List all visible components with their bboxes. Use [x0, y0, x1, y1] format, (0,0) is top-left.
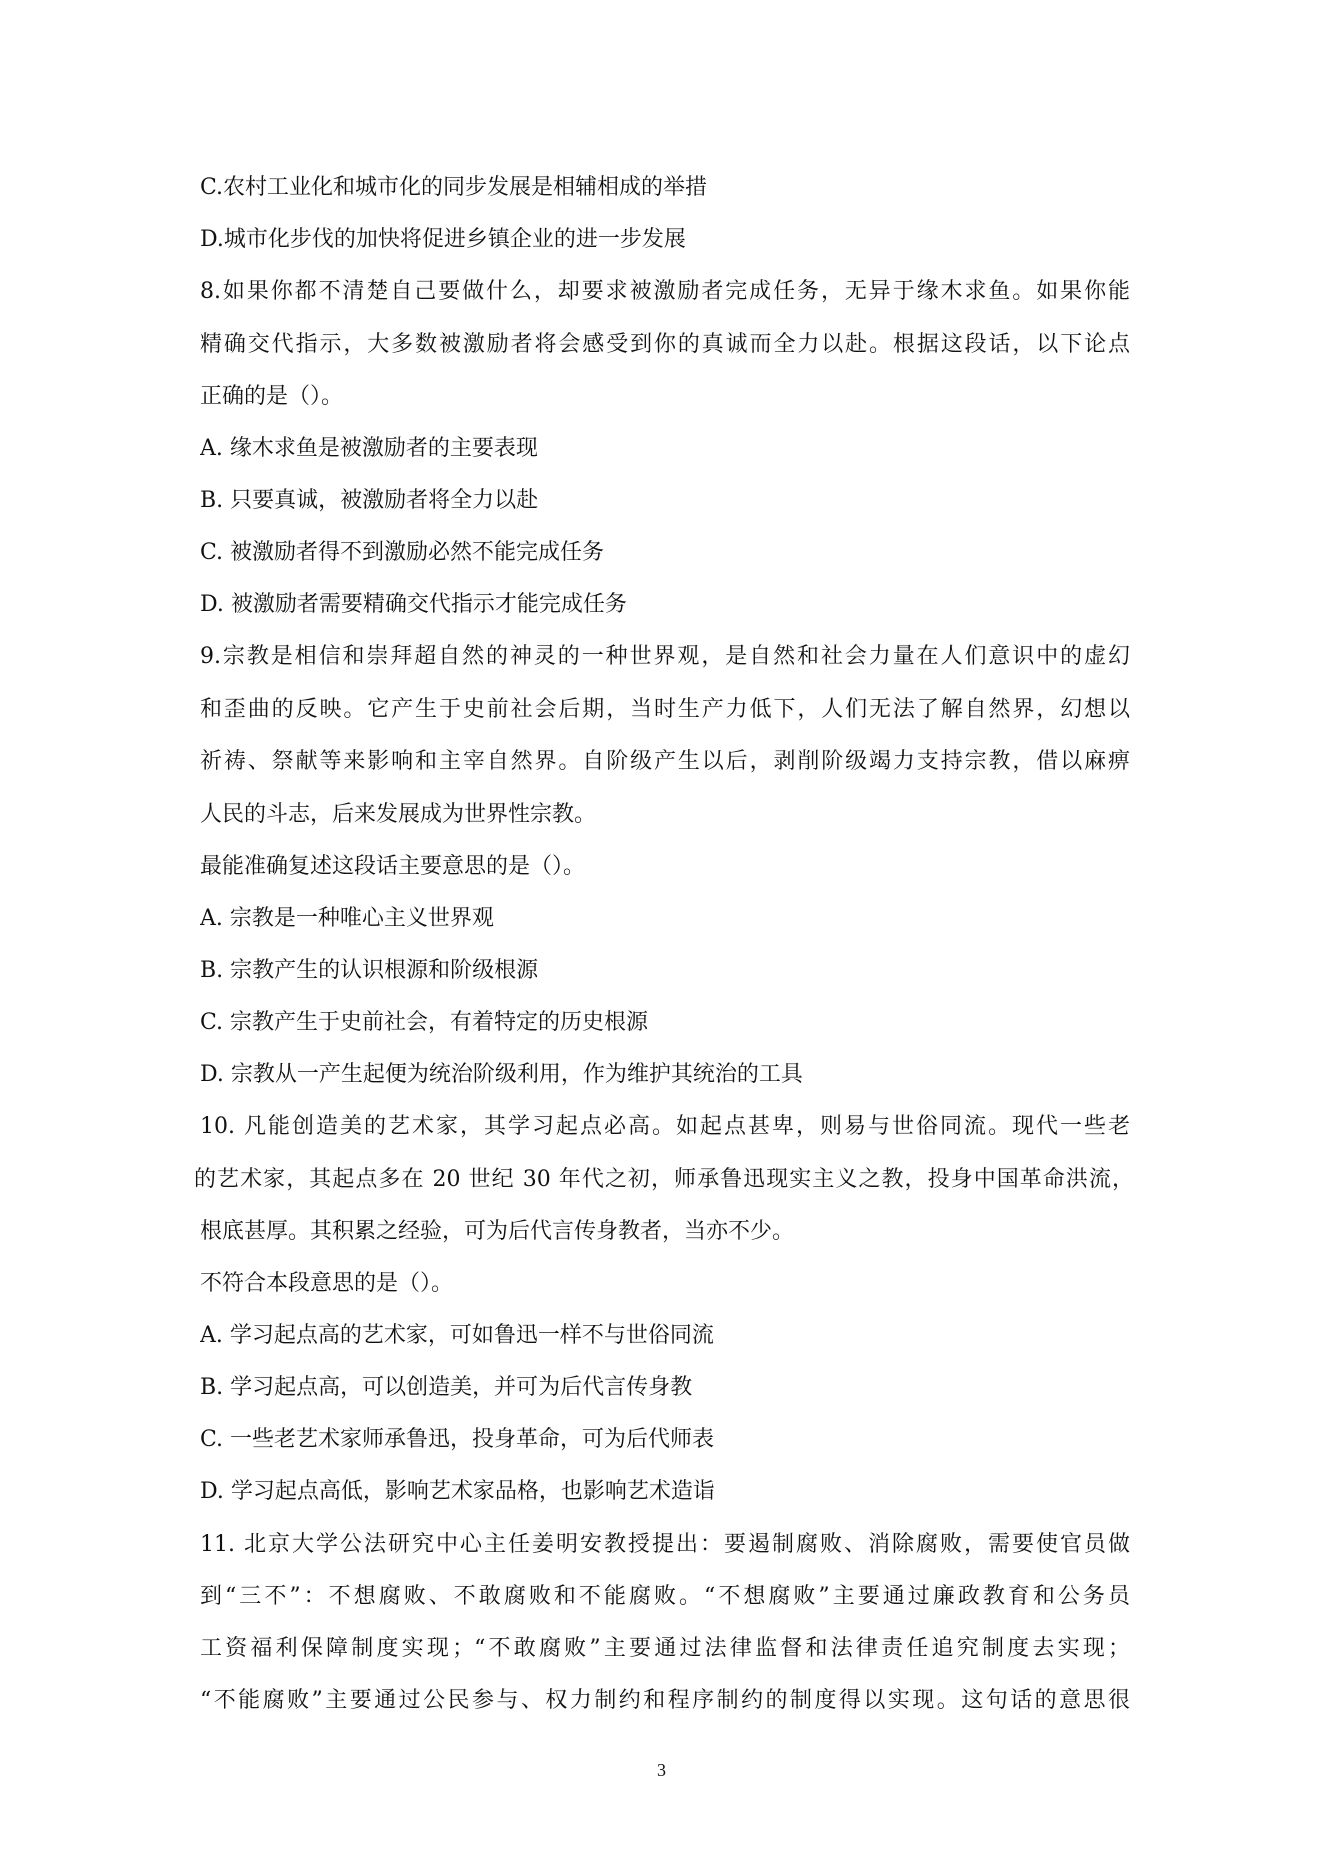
text-line: A. 学习起点高的艺术家，可如鲁迅一样不与世俗同流 [200, 1323, 714, 1348]
text-line: C.农村工业化和城市化的同步发展是相辅相成的举措 [200, 175, 708, 200]
text-line: B. 只要真诚，被激励者将全力以赴 [200, 488, 539, 513]
text-line: C. 一些老艺术家师承鲁迅，投身革命，可为后代师表 [200, 1427, 715, 1452]
text-line: 11. 北京大学公法研究中心主任姜明安教授提出：要遏制腐败、消除腐败，需要使官员做 [200, 1532, 1130, 1557]
text-line: 到“三不”：不想腐败、不敢腐败和不能腐败。“不想腐败”主要通过廉政教育和公务员 [200, 1584, 1130, 1609]
text-line: 9.宗教是相信和崇拜超自然的神灵的一种世界观，是自然和社会力量在人们意识中的虚幻 [200, 644, 1130, 669]
page-number: 3 [657, 1760, 666, 1780]
text-line: 人民的斗志，后来发展成为世界性宗教。 [200, 802, 597, 827]
text-line: C. 宗教产生于史前社会，有着特定的历史根源 [200, 1010, 649, 1035]
text-line: A. 缘木求鱼是被激励者的主要表现 [200, 436, 538, 461]
text-line: B. 学习起点高，可以创造美，并可为后代言传身教 [200, 1375, 693, 1400]
text-line: C. 被激励者得不到激励必然不能完成任务 [200, 540, 605, 565]
text-line: 工资福利保障制度实现；“不敢腐败”主要通过法律监督和法律责任追究制度去实现； [200, 1636, 1130, 1661]
text-line: 10. 凡能创造美的艺术家，其学习起点必高。如起点甚卑，则易与世俗同流。现代一些老 [200, 1114, 1130, 1139]
text-line: 最能准确复述这段话主要意思的是（）。 [200, 854, 586, 879]
text-line: “不能腐败”主要通过公民参与、权力制约和程序制约的制度得以实现。这句话的意思很 [200, 1688, 1130, 1713]
text-line: 8.如果你都不清楚自己要做什么，却要求被激励者完成任务，无异于缘木求鱼。如果你能 [200, 279, 1130, 304]
text-line: 精确交代指示，大多数被激励者将会感受到你的真诚而全力以赴。根据这段话，以下论点 [200, 332, 1130, 357]
text-line: 祈祷、祭献等来影响和主宰自然界。自阶级产生以后，剥削阶级竭力支持宗教，借以麻痹 [200, 749, 1130, 774]
text-line: 不符合本段意思的是（）。 [200, 1271, 454, 1296]
text-line: B. 宗教产生的认识根源和阶级根源 [200, 958, 539, 983]
text-line: D. 学习起点高低，影响艺术家品格，也影响艺术造诣 [200, 1479, 715, 1504]
text-line: D. 宗教从一产生起便为统治阶级利用，作为维护其统治的工具 [200, 1062, 803, 1087]
text-line: D. 被激励者需要精确交代指示才能完成任务 [200, 592, 627, 617]
text-line: 根底甚厚。其积累之经验，可为后代言传身教者，当亦不少。 [200, 1219, 795, 1244]
text-line: 的艺术家，其起点多在 20 世纪 30 年代之初，师承鲁迅现实主义之教，投身中国革命洪流， [194, 1167, 1134, 1192]
text-line: 正确的是（）。 [200, 384, 344, 409]
text-line: 和歪曲的反映。它产生于史前社会后期，当时生产力低下，人们无法了解自然界，幻想以 [200, 697, 1130, 722]
text-line: A. 宗教是一种唯心主义世界观 [200, 906, 494, 931]
text-line: D.城市化步伐的加快将促进乡镇企业的进一步发展 [200, 227, 686, 252]
